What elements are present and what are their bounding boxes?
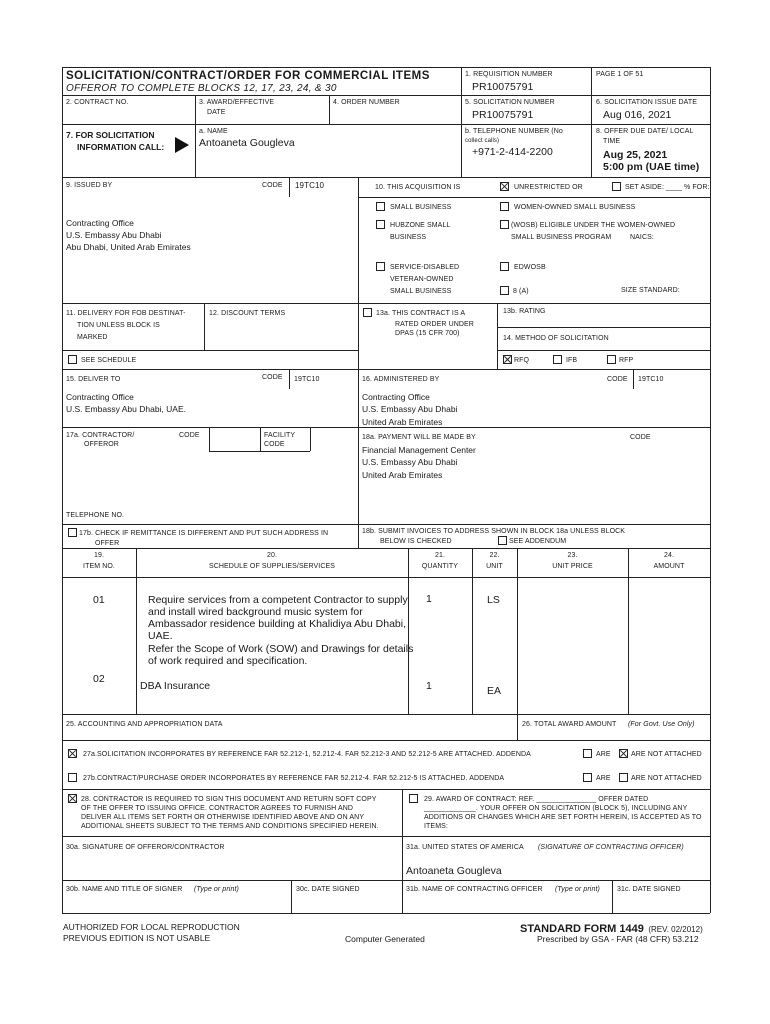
signer-name-title-label: 30b. NAME AND TITLE OF SIGNER xyxy=(66,886,183,893)
rule xyxy=(260,427,261,451)
item-quantity: 1 xyxy=(426,593,432,605)
sdvosb-label: SMALL BUSINESS xyxy=(390,288,452,295)
size-standard-label: SIZE STANDARD: xyxy=(621,287,680,294)
col-header-unit: 22. xyxy=(489,552,500,559)
wosb-eligible-label: SMALL BUSINESS PROGRAM xyxy=(511,234,612,241)
contractor-sign-text: DELIVER ALL ITEMS SET FORTH OR OTHERWISE IDENTIFIED ABOVE AND ON ANY xyxy=(81,814,365,821)
rule xyxy=(497,303,498,369)
rfq-label: RFQ xyxy=(514,357,530,364)
rule xyxy=(591,67,592,177)
footer-previous-edition: PREVIOUS EDITION IS NOT USABLE xyxy=(63,933,211,943)
col-header-schedule: SCHEDULE OF SUPPLIES/SERVICES xyxy=(208,563,336,570)
item-number: 01 xyxy=(93,594,105,606)
award-date-label: 3. AWARD/EFFECTIVE xyxy=(199,99,275,106)
rule xyxy=(62,548,710,549)
date-signed-label: 31c. DATE SIGNED xyxy=(617,886,681,893)
solicitation-incorporates-checkbox[interactable] xyxy=(68,749,77,758)
rule xyxy=(62,124,710,125)
item-unit: EA xyxy=(487,685,502,697)
col-header-unit-price: 23. xyxy=(567,552,578,559)
contracting-officer-name-label: 31b. NAME OF CONTRACTING OFFICER xyxy=(406,886,543,893)
code-label: CODE xyxy=(179,432,200,439)
rated-order-checkbox[interactable] xyxy=(363,308,372,317)
administered-by-line: U.S. Embassy Abu Dhabi xyxy=(362,404,458,414)
wosb-eligible-checkbox[interactable] xyxy=(500,220,509,229)
telephone-label: collect calls) xyxy=(465,138,500,144)
rule xyxy=(62,95,710,96)
eight-a-label: 8 (A) xyxy=(513,288,529,295)
solicitation-number-value: PR10075791 xyxy=(472,109,534,121)
rule xyxy=(62,524,710,525)
rated-order-label: 13a. THIS CONTRACT IS A xyxy=(376,310,466,317)
set-aside-label: SET ASIDE: ____ % FOR: xyxy=(625,184,710,191)
contractor-label: OFFEROR xyxy=(84,441,119,448)
rule xyxy=(62,577,710,578)
facility-code-label: FACILITY xyxy=(264,432,296,439)
signer-name: Antoaneta Gougleva xyxy=(406,865,502,877)
payment-line: U.S. Embassy Abu Dhabi xyxy=(362,457,458,467)
item-description-line: UAE. xyxy=(148,630,173,642)
rule xyxy=(62,67,710,68)
see-schedule-label: SEE SCHEDULE xyxy=(81,357,137,364)
form-subtitle: OFFEROR TO COMPLETE BLOCKS 12, 17, 23, 24, & 30 xyxy=(66,83,337,94)
award-text: 29. AWARD OF CONTRACT: REF. _______________ OFFER DATED xyxy=(424,796,649,803)
contracting-officer-name-note: (Type or print) xyxy=(555,886,600,893)
rule xyxy=(209,451,310,452)
code-label: CODE xyxy=(262,182,283,189)
acquisition-label: 10. THIS ACQUISITION IS xyxy=(375,184,461,191)
requisition-value: PR10075791 xyxy=(472,81,534,93)
issued-by-line: U.S. Embassy Abu Dhabi xyxy=(66,230,162,240)
rated-order-label: RATED ORDER UNDER xyxy=(395,321,474,328)
issued-by-code: 19TC10 xyxy=(295,181,325,190)
rule xyxy=(402,789,403,913)
small-business-checkbox[interactable] xyxy=(376,202,385,211)
remittance-label: OFFER xyxy=(95,540,120,547)
submit-invoices-label: BELOW IS CHECKED xyxy=(380,538,452,545)
eight-a-checkbox[interactable] xyxy=(500,286,509,295)
offeror-signature-label: 30a. SIGNATURE OF OFFEROR/CONTRACTOR xyxy=(66,844,225,851)
due-date-label: TIME xyxy=(603,138,621,145)
item-description-line: and install wired background music system for xyxy=(148,606,363,618)
hubzone-checkbox[interactable] xyxy=(376,220,385,229)
contract-no-label: 2. CONTRACT NO. xyxy=(66,99,129,106)
award-date-label: DATE xyxy=(207,109,226,116)
rule xyxy=(204,303,205,350)
footer-prescribed: Prescribed by GSA - FAR (48 CFR) 53.212 xyxy=(537,934,699,944)
rating-label: 13b. RATING xyxy=(503,308,546,315)
issue-date-value: Aug 016, 2021 xyxy=(603,109,672,121)
rule xyxy=(62,789,710,790)
rule xyxy=(612,880,613,913)
rule xyxy=(633,369,634,389)
date-signed-label: 30c. DATE SIGNED xyxy=(296,886,360,893)
code-label: CODE xyxy=(607,376,628,383)
issued-by-label: 9. ISSUED BY xyxy=(66,182,113,189)
ifb-checkbox[interactable] xyxy=(553,355,562,364)
method-label: 14. METHOD OF SOLICITATION xyxy=(503,335,609,342)
total-award-label: 26. TOTAL AWARD AMOUNT xyxy=(522,721,617,728)
addenda-are-not-checkbox[interactable] xyxy=(619,773,628,782)
item-description-line: DBA Insurance xyxy=(140,680,211,692)
col-header-unit-price: UNIT PRICE xyxy=(552,563,593,570)
addenda-are-checkbox[interactable] xyxy=(583,773,592,782)
deliver-to-line: U.S. Embassy Abu Dhabi, UAE. xyxy=(66,404,186,414)
item-description-line: Ambassador residence building at Khalidiya Abu Dhabi, xyxy=(148,618,406,630)
info-call-label: INFORMATION CALL: xyxy=(77,142,165,152)
rule xyxy=(497,327,710,328)
rule xyxy=(710,67,711,913)
sdvosb-label: SERVICE-DISABLED xyxy=(390,264,460,271)
contractor-sign-text: ADDITIONAL SHEETS SUBJECT TO THE TERMS AND CONDITIONS SPECIFIED HEREIN. xyxy=(81,823,379,830)
rule xyxy=(62,913,710,914)
wosb-label: WOMEN-OWNED SMALL BUSINESS xyxy=(514,204,636,211)
col-header-schedule: 20. xyxy=(266,552,278,559)
rule xyxy=(195,95,196,177)
rfq-checkbox[interactable] xyxy=(503,355,512,364)
rule xyxy=(358,177,359,548)
contractor-sign-checkbox[interactable] xyxy=(68,794,77,803)
us-signature-label: 31a. UNITED STATES OF AMERICA xyxy=(406,844,524,851)
rule xyxy=(62,67,63,913)
payment-line: Financial Management Center xyxy=(362,445,476,455)
footer-authorized: AUTHORIZED FOR LOCAL REPRODUCTION xyxy=(63,922,240,932)
info-call-label: 7. FOR SOLICITATION xyxy=(66,130,155,140)
addenda-are-label: ARE xyxy=(596,775,611,782)
rule xyxy=(358,197,710,198)
edwosb-label: EDWOSB xyxy=(514,264,546,271)
rule xyxy=(472,548,473,714)
rule xyxy=(497,350,710,351)
accounting-label: 25. ACCOUNTING AND APPROPRIATION DATA xyxy=(66,721,223,728)
footer-computer-generated: Computer Generated xyxy=(345,934,425,944)
rule xyxy=(62,350,358,351)
rule xyxy=(62,177,710,178)
col-header-unit: UNIT xyxy=(486,563,503,570)
wosb-checkbox[interactable] xyxy=(500,202,509,211)
contract-incorporates-label: 27b.CONTRACT/PURCHASE ORDER INCORPORATES BY REFERENCE FAR 52.212-4. FAR 52.212-5 IS ATTACHED. ADDENDA xyxy=(83,775,505,782)
rule xyxy=(289,369,290,389)
unrestricted-checkbox[interactable] xyxy=(500,182,509,191)
issue-date-label: 6. SOLICITATION ISSUE DATE xyxy=(596,99,698,106)
payment-label: 18a. PAYMENT WILL BE MADE BY xyxy=(362,434,476,441)
contractor-sign-text: 28. CONTRACTOR IS REQUIRED TO SIGN THIS DOCUMENT AND RETURN SOFT COPY xyxy=(81,796,377,803)
delivery-fob-label: TION UNLESS BLOCK IS xyxy=(77,322,160,329)
edwosb-checkbox[interactable] xyxy=(500,262,509,271)
form-title: SOLICITATION/CONTRACT/ORDER FOR COMMERCIAL ITEMS xyxy=(66,70,430,82)
sdvosb-label: VETERAN-OWNED xyxy=(390,276,454,283)
award-text: _____________. YOUR OFFER ON SOLICITATION (BLOCK 5), INCLUDING ANY xyxy=(424,805,688,812)
rule xyxy=(289,177,290,197)
requisition-label: 1. REQUISITION NUMBER xyxy=(465,71,553,78)
contractor-label: 17a. CONTRACTOR/ xyxy=(66,432,135,439)
administered-by-label: 16. ADMINISTERED BY xyxy=(362,376,440,383)
rule xyxy=(461,67,462,177)
unrestricted-label: UNRESTRICTED OR xyxy=(514,184,583,191)
solicitation-incorporates-label: 27a.SOLICITATION INCORPORATES BY REFERENCE FAR 52.212-1, 52.212-4. FAR 52.212-3 AND 52.212-5 ARE ATTACHED. ADDENDA xyxy=(83,751,531,758)
due-date-label: 8. OFFER DUE DATE/ LOCAL xyxy=(596,128,694,135)
name-label: a. NAME xyxy=(199,128,228,135)
contractor-sign-text: OF THE OFFER TO ISSUING OFFICE. CONTRACTOR AGREES TO FURNISH AND xyxy=(81,805,354,812)
issued-by-line: Abu Dhabi, United Arab Emirates xyxy=(66,242,191,252)
item-description-line: Refer the Scope of Work (SOW) and Drawings for details xyxy=(148,643,414,655)
telephone-value: +971-2-414-2200 xyxy=(472,146,553,158)
form-number: STANDARD FORM 1449 xyxy=(520,923,644,935)
rule xyxy=(136,548,137,714)
telephone-no-label: TELEPHONE NO. xyxy=(66,512,125,519)
deliver-to-label: 15. DELIVER TO xyxy=(66,376,121,383)
remittance-checkbox[interactable] xyxy=(68,528,77,537)
rated-order-label: DPAS (15 CFR 700) xyxy=(395,330,460,337)
due-date-value: Aug 25, 2021 xyxy=(603,149,668,161)
award-text: ITEMS: xyxy=(424,823,448,830)
code-label: CODE xyxy=(262,374,283,381)
item-unit: LS xyxy=(487,594,500,606)
due-time-value: 5:00 pm (UAE time) xyxy=(603,161,700,173)
award-text: ADDITIONS OR CHANGES WHICH ARE SET FORTH HEREIN, IS ACCEPTED AS TO xyxy=(424,814,702,821)
us-signature-note: (SIGNATURE OF CONTRACTING OFFICER) xyxy=(538,844,684,851)
remittance-label: 17b. CHECK IF REMITTANCE IS DIFFERENT AND PUT SUCH ADDRESS IN xyxy=(79,530,329,537)
rule xyxy=(408,548,409,714)
contract-incorporates-checkbox[interactable] xyxy=(68,773,77,782)
addenda-are-label: ARE xyxy=(596,751,611,758)
hubzone-label: BUSINESS xyxy=(390,234,427,241)
set-aside-checkbox[interactable] xyxy=(612,182,621,191)
deliver-to-line: Contracting Office xyxy=(66,392,134,402)
issued-by-line: Contracting Office xyxy=(66,218,134,228)
deliver-to-code: 19TC10 xyxy=(294,376,320,383)
rule xyxy=(62,714,710,715)
col-header-amount: 24. xyxy=(663,552,675,559)
submit-invoices-label: 18b. SUBMIT INVOICES TO ADDRESS SHOWN IN BLOCK 18a UNLESS BLOCK xyxy=(362,528,626,535)
facility-code-label: CODE xyxy=(264,441,285,448)
rule xyxy=(62,740,710,741)
arrow-right-icon xyxy=(175,137,189,153)
rfp-checkbox[interactable] xyxy=(607,355,616,364)
rule xyxy=(291,880,292,913)
item-number: 02 xyxy=(93,673,105,685)
see-addendum-checkbox[interactable] xyxy=(498,536,507,545)
rfp-label: RFP xyxy=(619,357,634,364)
rule xyxy=(310,427,311,451)
rule xyxy=(62,303,710,304)
rule xyxy=(517,548,518,740)
payment-line: United Arab Emirates xyxy=(362,470,443,480)
sdvosb-checkbox[interactable] xyxy=(376,262,385,271)
col-header-quantity: QUANTITY xyxy=(421,563,459,570)
rule xyxy=(209,427,210,451)
addenda-are-checkbox[interactable] xyxy=(583,749,592,758)
solicitation-number-label: 5. SOLICITATION NUMBER xyxy=(465,99,555,106)
delivery-fob-label: 11. DELIVERY FOR FOB DESTINAT- xyxy=(66,310,186,317)
wosb-eligible-label: (WOSB) ELIGIBLE UNDER THE WOMEN-OWNED xyxy=(511,222,676,229)
signer-name-title-note: (Type or print) xyxy=(194,886,239,893)
col-header-item-no: 19. xyxy=(93,552,105,559)
addenda-are-not-checkbox[interactable] xyxy=(619,749,628,758)
addenda-are-not-label: ARE NOT ATTACHED xyxy=(631,775,702,782)
addenda-are-not-label: ARE NOT ATTACHED xyxy=(631,751,702,758)
naics-label: NAICS: xyxy=(630,234,654,241)
administered-by-line: Contracting Office xyxy=(362,392,430,402)
code-label: CODE xyxy=(630,434,651,441)
item-quantity: 1 xyxy=(426,680,432,692)
page-label: PAGE 1 OF 51 xyxy=(596,71,644,78)
item-description-line: of work required and specification. xyxy=(148,655,308,667)
item-description-line: Require services from a competent Contractor to supply xyxy=(148,594,408,606)
delivery-fob-label: MARKED xyxy=(77,334,108,341)
rule xyxy=(62,369,710,370)
order-number-label: 4. ORDER NUMBER xyxy=(333,99,400,106)
col-header-amount: AMOUNT xyxy=(653,563,685,570)
rule xyxy=(62,836,710,837)
ifb-label: IFB xyxy=(566,357,578,364)
administered-by-line: United Arab Emirates xyxy=(362,417,443,427)
small-business-label: SMALL BUSINESS xyxy=(390,204,452,211)
col-header-item-no: ITEM NO. xyxy=(83,563,115,570)
total-award-note: (For Govt. Use Only) xyxy=(628,721,695,728)
discount-terms-label: 12. DISCOUNT TERMS xyxy=(209,310,286,317)
see-addendum-label: SEE ADDENDUM xyxy=(509,538,567,545)
form-revision: (REV. 02/2012) xyxy=(648,925,703,934)
telephone-label: b. TELEPHONE NUMBER (No xyxy=(465,128,563,135)
award-checkbox[interactable] xyxy=(409,794,418,803)
contact-name: Antoaneta Gougleva xyxy=(199,137,295,149)
rule xyxy=(628,548,629,714)
rule xyxy=(329,95,330,124)
col-header-quantity: 21. xyxy=(434,552,446,559)
hubzone-label: HUBZONE SMALL xyxy=(390,222,451,229)
administered-by-code: 19TC10 xyxy=(638,376,664,383)
see-schedule-checkbox[interactable] xyxy=(68,355,77,364)
